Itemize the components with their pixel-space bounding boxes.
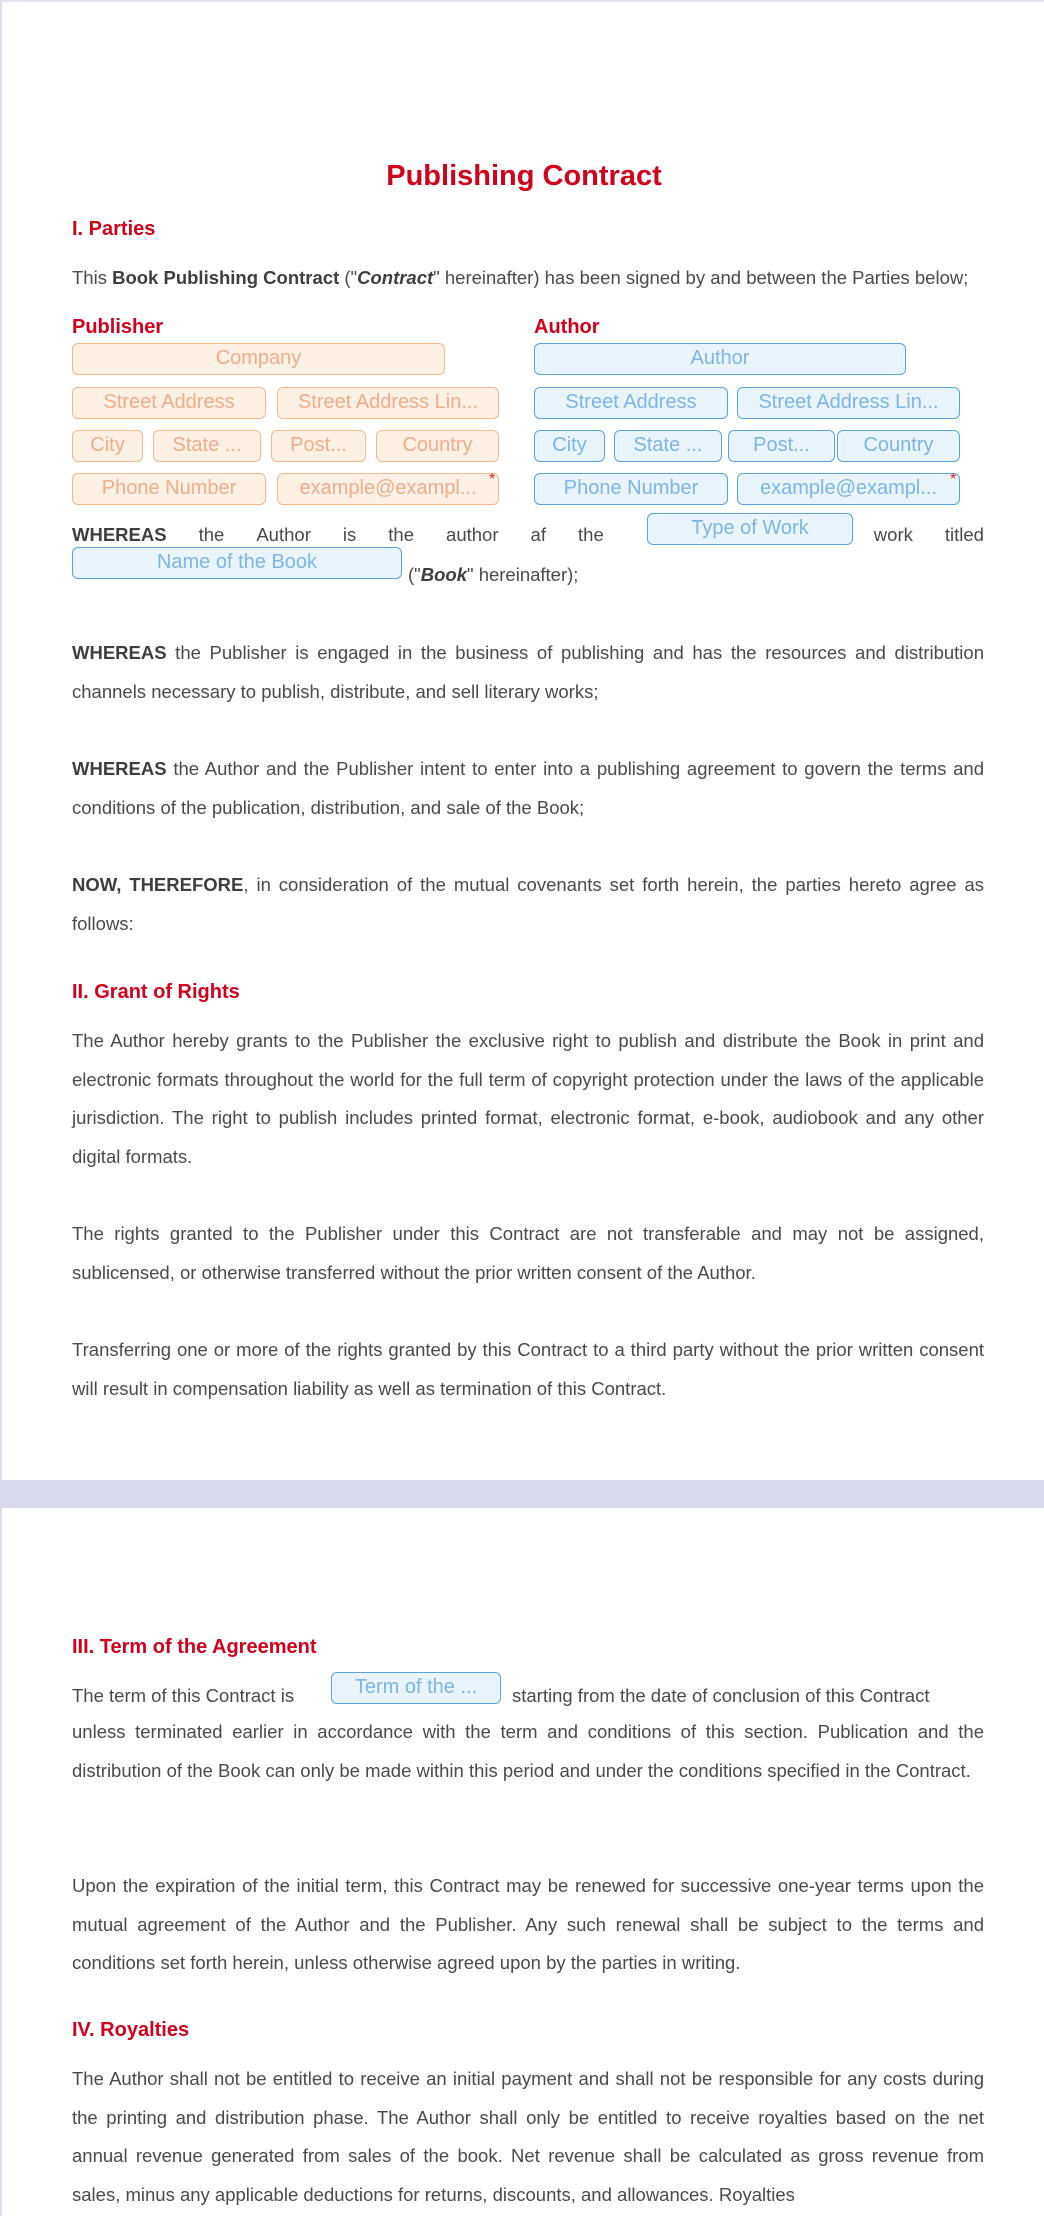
author-street-field[interactable]: Street Address xyxy=(534,387,728,419)
whereas-publisher-clause: WHEREAS the Publisher is engaged in the business of publishing and has the resources and distribution channels necessary to publish, distribute, and sell literary works; xyxy=(72,642,984,702)
page-separator xyxy=(0,1480,1044,1508)
required-asterisk-icon: * xyxy=(950,471,957,488)
renewal-paragraph: Upon the expiration of the initial term, this Contract may be renewed for successive one-year terms upon the mutual agreement of the Author and the Publisher. Any such renewal shall be subject to the terms and conditions set forth herein, unless otherwise agreed upon by the parties in writing. xyxy=(72,1875,984,1973)
section-heading-grant: II. Grant of Rights xyxy=(72,981,240,1003)
publisher-city-field[interactable]: City xyxy=(72,430,143,462)
author-phone-field[interactable]: Phone Number xyxy=(534,473,728,505)
page-title: Publishing Contract xyxy=(386,160,662,192)
term-line-1-end: starting from the date of conclusion of this Contract xyxy=(512,1685,930,1706)
publisher-state-field[interactable]: State ... xyxy=(153,430,261,462)
grant-paragraph-3: Transferring one or more of the rights granted by this Contract to a third party without the prior written consent will result in compensation liability as well as termination of this Contract. xyxy=(72,1339,984,1399)
whereas-author-clause: WHEREAS the Author is the author af the work titled xyxy=(72,524,984,545)
publisher-label: Publisher xyxy=(72,316,164,338)
publisher-country-field[interactable]: Country xyxy=(376,430,499,462)
book-definition-text: ("Book" hereinafter); xyxy=(408,564,579,585)
publisher-company-field[interactable]: Company xyxy=(72,343,445,375)
author-street2-field[interactable]: Street Address Lin... xyxy=(737,387,960,419)
grant-paragraph-1: The Author hereby grants to the Publisher the exclusive right to publish and distribute the Book in print and electronic formats throughout the world for the full term of copyright protection under the laws of the applicable jurisdiction. The right to publish includes printed format, electronic format, e-book, audiobook and any other digital formats. xyxy=(72,1030,984,1167)
term-line-1-start: The term of this Contract is xyxy=(72,1685,295,1706)
author-city-field[interactable]: City xyxy=(534,430,605,462)
page-2 xyxy=(0,1508,1044,2216)
section-heading-parties: I. Parties xyxy=(72,218,156,240)
required-asterisk-icon: * xyxy=(489,471,496,488)
term-of-contract-field[interactable]: Term of the ... xyxy=(331,1672,501,1704)
publisher-postal-field[interactable]: Post... xyxy=(271,430,366,462)
publisher-email-field[interactable]: example@exampl... xyxy=(277,473,499,505)
author-country-field[interactable]: Country xyxy=(837,430,960,462)
author-label: Author xyxy=(534,316,600,338)
author-email-field[interactable]: example@exampl... xyxy=(737,473,960,505)
author-state-field[interactable]: State ... xyxy=(614,430,722,462)
grant-paragraph-2: The rights granted to the Publisher under this Contract are not transferable and may not be assigned, sublicensed, or otherwise transferred without the prior written consent of the Author. xyxy=(72,1223,984,1283)
whereas-intent-clause: WHEREAS the Author and the Publisher intent to enter into a publishing agreement to govern the terms and conditions of the publication, distribution, and sale of the Book; xyxy=(72,758,984,818)
section-heading-term: III. Term of the Agreement xyxy=(72,1636,317,1658)
section-heading-royalties: IV. Royalties xyxy=(72,2019,190,2041)
author-postal-field[interactable]: Post... xyxy=(728,430,835,462)
now-therefore-clause: NOW, THEREFORE, in consideration of the mutual covenants set forth herein, the parties hereto agree as follows: xyxy=(72,874,984,934)
publisher-phone-field[interactable]: Phone Number xyxy=(72,473,266,505)
publisher-street-field[interactable]: Street Address xyxy=(72,387,266,419)
author-name-field[interactable]: Author xyxy=(534,343,906,375)
term-paragraph-rest: unless terminated earlier in accordance with the term and conditions of this section. Publication and the distribution of the Book can only be made within this period and under the conditions specified in the Contract. xyxy=(72,1721,984,1781)
type-of-work-field[interactable]: Type of Work xyxy=(647,513,853,545)
publisher-street2-field[interactable]: Street Address Lin... xyxy=(277,387,499,419)
book-name-field[interactable]: Name of the Book xyxy=(72,547,402,579)
intro-paragraph: This Book Publishing Contract ("Contract" hereinafter) has been signed by and between the Parties below; xyxy=(72,267,969,288)
royalties-paragraph: The Author shall not be entitled to receive an initial payment and shall not be responsible for any costs during the printing and distribution phase. The Author shall only be entitled to receive royalties based on the net annual revenue generated from sales of the book. Net revenue shall be calculated as gross revenue from sales, minus any applicable deductions for returns, discounts, and allowances. Royalties xyxy=(72,2068,984,2205)
